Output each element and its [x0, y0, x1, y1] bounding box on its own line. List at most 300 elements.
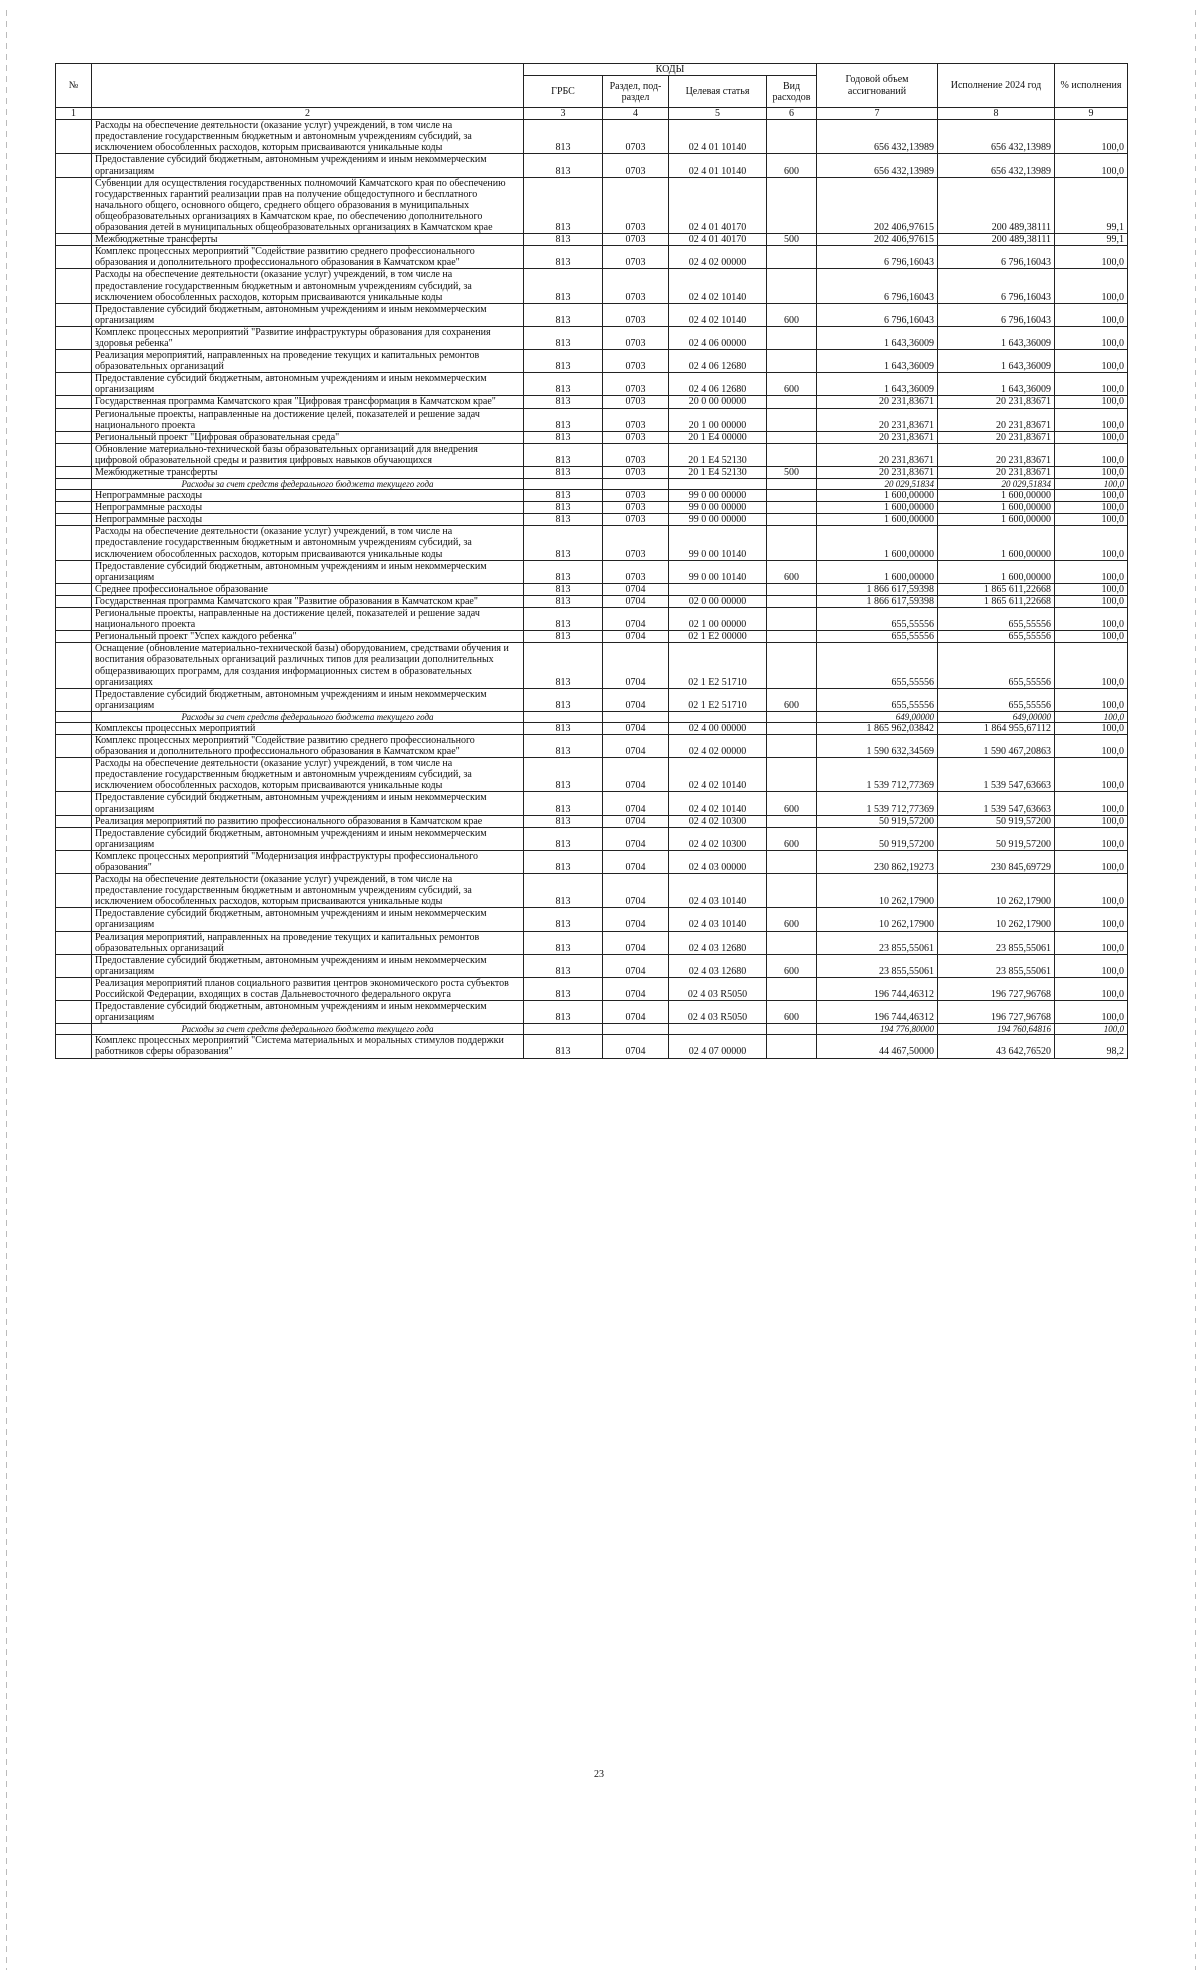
cell-grbs: 813: [524, 931, 603, 954]
cell-section: 0704: [603, 722, 669, 734]
cell-target: 20 1 E4 52130: [669, 467, 767, 479]
table-row: [56, 792, 1128, 815]
cell-section: 0704: [603, 758, 669, 792]
federal-subtotal-row: [56, 479, 1128, 490]
cell-section: 0704: [603, 931, 669, 954]
cell-exec: 1 643,36009: [938, 350, 1055, 373]
cell-num: [56, 850, 92, 873]
cell-grbs: 813: [524, 154, 603, 177]
cell-target: 02 4 03 R5050: [669, 1001, 767, 1024]
header-annual: Годовой объем ассигнований: [817, 64, 938, 108]
cell-pct: 100,0: [1055, 595, 1128, 607]
cell-pct: 100,0: [1055, 1024, 1128, 1035]
cell-section: 0704: [603, 908, 669, 931]
cell-grbs: 813: [524, 583, 603, 595]
cell-name: Предоставление субсидий бюджетным, автономным учреждениям и иным некоммерческим организациям: [92, 303, 524, 326]
cell-exec: 194 760,64816: [938, 1024, 1055, 1035]
cell-grbs: [524, 711, 603, 722]
cell-section: 0704: [603, 583, 669, 595]
cell-kind: [767, 326, 817, 349]
cell-num: [56, 177, 92, 233]
cell-pct: 100,0: [1055, 977, 1128, 1000]
cell-target: [669, 1024, 767, 1035]
cell-num: [56, 350, 92, 373]
cell-target: 99 0 00 10140: [669, 560, 767, 583]
cell-exec: 20 231,83671: [938, 467, 1055, 479]
cell-target: 20 1 00 00000: [669, 408, 767, 431]
cell-grbs: [524, 479, 603, 490]
cell-num: [56, 431, 92, 443]
cell-grbs: 813: [524, 514, 603, 526]
cell-pct: 100,0: [1055, 479, 1128, 490]
cell-annual: 10 262,17900: [817, 908, 938, 931]
cell-annual: 655,55556: [817, 608, 938, 631]
cell-pct: 100,0: [1055, 874, 1128, 908]
cell-section: [603, 711, 669, 722]
cell-grbs: 813: [524, 688, 603, 711]
cell-num: [56, 874, 92, 908]
cell-num: [56, 722, 92, 734]
cell-name: Реализация мероприятий по развитию профессионального образования в Камчатском крае: [92, 815, 524, 827]
cell-annual: 20 231,83671: [817, 467, 938, 479]
cell-exec: 50 919,57200: [938, 827, 1055, 850]
cell-kind: 600: [767, 560, 817, 583]
cell-exec: 1 865 611,22668: [938, 595, 1055, 607]
table-row: [56, 583, 1128, 595]
cell-annual: 1 866 617,59398: [817, 583, 938, 595]
cell-kind: [767, 1024, 817, 1035]
cell-name: Комплекс процессных мероприятий "Развитие инфраструктуры образования для сохранения здоровья ребенка": [92, 326, 524, 349]
cell-target: 20 1 E4 00000: [669, 431, 767, 443]
cell-exec: 50 919,57200: [938, 815, 1055, 827]
cell-name: Предоставление субсидий бюджетным, автономным учреждениям и иным некоммерческим организациям: [92, 792, 524, 815]
cell-target: 02 4 03 00000: [669, 850, 767, 873]
cell-grbs: 813: [524, 177, 603, 233]
cell-name: Расходы на обеспечение деятельности (оказание услуг) учреждений, в том числе на предоставление государственным бюджетным и автономным учреждениям субсидий, за исключением обособленных расходов, которым присваиваются уникальные коды: [92, 269, 524, 303]
cell-annual: 655,55556: [817, 643, 938, 688]
cell-pct: 100,0: [1055, 758, 1128, 792]
cell-exec: 655,55556: [938, 608, 1055, 631]
cell-target: 02 4 02 10140: [669, 758, 767, 792]
cell-name: Комплекс процессных мероприятий "Модернизация инфраструктуры профессионального образования": [92, 850, 524, 873]
cell-exec: 20 029,51834: [938, 479, 1055, 490]
cell-exec: 1 864 955,67112: [938, 722, 1055, 734]
cell-exec: 1 539 547,63663: [938, 758, 1055, 792]
cell-pct: 100,0: [1055, 526, 1128, 560]
cell-exec: 655,55556: [938, 631, 1055, 643]
cell-exec: 20 231,83671: [938, 408, 1055, 431]
cell-name: Предоставление субсидий бюджетным, автономным учреждениям и иным некоммерческим организациям: [92, 560, 524, 583]
cell-num: [56, 120, 92, 154]
cell-section: 0703: [603, 246, 669, 269]
colnum: 5: [669, 108, 767, 120]
cell-pct: 100,0: [1055, 269, 1128, 303]
cell-pct: 100,0: [1055, 467, 1128, 479]
cell-section: 0704: [603, 734, 669, 757]
cell-grbs: 813: [524, 977, 603, 1000]
cell-annual: 202 406,97615: [817, 234, 938, 246]
cell-kind: 600: [767, 827, 817, 850]
header-name-blank: [92, 64, 524, 108]
cell-num: [56, 514, 92, 526]
cell-pct: 100,0: [1055, 815, 1128, 827]
cell-pct: 100,0: [1055, 326, 1128, 349]
cell-pct: 100,0: [1055, 443, 1128, 466]
cell-name: Межбюджетные трансферты: [92, 234, 524, 246]
table-row: [56, 269, 1128, 303]
cell-grbs: 813: [524, 792, 603, 815]
cell-num: [56, 815, 92, 827]
cell-kind: [767, 608, 817, 631]
federal-subtotal-row: [56, 1024, 1128, 1035]
cell-grbs: 813: [524, 815, 603, 827]
cell-grbs: 813: [524, 850, 603, 873]
cell-num: [56, 1001, 92, 1024]
cell-target: [669, 711, 767, 722]
cell-annual: 656 432,13989: [817, 154, 938, 177]
table-row: [56, 874, 1128, 908]
cell-num: [56, 583, 92, 595]
cell-grbs: 813: [524, 560, 603, 583]
cell-target: 02 4 00 00000: [669, 722, 767, 734]
table-row: [56, 815, 1128, 827]
cell-num: [56, 908, 92, 931]
cell-annual: 44 467,50000: [817, 1035, 938, 1058]
cell-section: 0703: [603, 373, 669, 396]
header-grbs: ГРБС: [524, 76, 603, 108]
cell-grbs: 813: [524, 595, 603, 607]
cell-annual: 1 600,00000: [817, 526, 938, 560]
cell-target: 02 4 03 12680: [669, 954, 767, 977]
cell-grbs: 813: [524, 396, 603, 408]
cell-kind: 500: [767, 234, 817, 246]
cell-annual: 6 796,16043: [817, 269, 938, 303]
cell-name: Региональные проекты, направленные на достижение целей, показателей и решение задач национального проекта: [92, 408, 524, 431]
cell-name: Оснащение (обновление материально-технической базы) оборудованием, средствами обучения и воспитания образовательных организаций различных типов для реализации дополнительных общеразвивающих программ, для создания информационных систем в образовательных организациях: [92, 643, 524, 688]
cell-section: 0703: [603, 326, 669, 349]
cell-exec: 23 855,55061: [938, 954, 1055, 977]
cell-name: Непрограммные расходы: [92, 490, 524, 502]
cell-target: 02 4 03 10140: [669, 908, 767, 931]
cell-kind: [767, 850, 817, 873]
cell-exec: 6 796,16043: [938, 269, 1055, 303]
cell-exec: 656 432,13989: [938, 154, 1055, 177]
cell-pct: 100,0: [1055, 827, 1128, 850]
cell-kind: [767, 269, 817, 303]
table-row: [56, 850, 1128, 873]
cell-grbs: 813: [524, 408, 603, 431]
cell-section: [603, 479, 669, 490]
scan-edge-left: [6, 10, 7, 1970]
cell-exec: 1 600,00000: [938, 514, 1055, 526]
cell-target: 02 1 E2 51710: [669, 688, 767, 711]
cell-kind: [767, 246, 817, 269]
cell-kind: 600: [767, 1001, 817, 1024]
cell-kind: [767, 1035, 817, 1058]
cell-section: 0703: [603, 177, 669, 233]
cell-grbs: 813: [524, 631, 603, 643]
cell-name: Среднее профессиональное образование: [92, 583, 524, 595]
cell-kind: [767, 977, 817, 1000]
cell-section: 0703: [603, 526, 669, 560]
cell-target: 99 0 00 00000: [669, 502, 767, 514]
cell-exec: 23 855,55061: [938, 931, 1055, 954]
cell-name: Обновление материально-технической базы образовательных организаций для внедрения цифровой образовательной среды и развития цифровых навыков обучающихся: [92, 443, 524, 466]
cell-exec: 6 796,16043: [938, 246, 1055, 269]
cell-kind: [767, 396, 817, 408]
cell-kind: 600: [767, 954, 817, 977]
table-row: [56, 490, 1128, 502]
cell-target: 02 4 03 10140: [669, 874, 767, 908]
cell-pct: 100,0: [1055, 431, 1128, 443]
table-row: [56, 977, 1128, 1000]
cell-exec: 10 262,17900: [938, 874, 1055, 908]
cell-target: 02 4 02 00000: [669, 734, 767, 757]
cell-kind: [767, 350, 817, 373]
cell-exec: 1 643,36009: [938, 373, 1055, 396]
cell-pct: 99,1: [1055, 177, 1128, 233]
cell-name: Предоставление субсидий бюджетным, автономным учреждениям и иным некоммерческим организациям: [92, 373, 524, 396]
cell-exec: 1 600,00000: [938, 560, 1055, 583]
cell-num: [56, 688, 92, 711]
cell-kind: [767, 758, 817, 792]
cell-pct: 100,0: [1055, 631, 1128, 643]
colnum: 6: [767, 108, 817, 120]
cell-target: 99 0 00 00000: [669, 514, 767, 526]
cell-section: 0703: [603, 303, 669, 326]
cell-grbs: 813: [524, 734, 603, 757]
column-number-row: [56, 108, 1128, 120]
table-row: [56, 560, 1128, 583]
cell-kind: 600: [767, 908, 817, 931]
cell-name: Комплекс процессных мероприятий "Содействие развитию среднего профессионального образования и дополнительного профессионального образования в Камчатском крае": [92, 734, 524, 757]
cell-section: 0704: [603, 792, 669, 815]
cell-annual: 20 231,83671: [817, 396, 938, 408]
cell-num: [56, 734, 92, 757]
cell-exec: 655,55556: [938, 643, 1055, 688]
cell-num: [56, 269, 92, 303]
cell-name: Реализация мероприятий планов социального развития центров экономического роста субъектов Российской Федерации, входящих в состав Дальневосточного федерального округа: [92, 977, 524, 1000]
cell-annual: 196 744,46312: [817, 977, 938, 1000]
cell-target: 20 1 E4 52130: [669, 443, 767, 466]
cell-target: 02 4 06 12680: [669, 350, 767, 373]
cell-pct: 100,0: [1055, 688, 1128, 711]
cell-grbs: 813: [524, 350, 603, 373]
cell-target: 02 4 01 40170: [669, 177, 767, 233]
cell-grbs: 813: [524, 1001, 603, 1024]
cell-pct: 100,0: [1055, 608, 1128, 631]
cell-exec: 230 845,69729: [938, 850, 1055, 873]
cell-name: Межбюджетные трансферты: [92, 467, 524, 479]
table-row: [56, 1035, 1128, 1058]
cell-grbs: 813: [524, 502, 603, 514]
cell-name: Предоставление субсидий бюджетным, автономным учреждениям и иным некоммерческим организациям: [92, 827, 524, 850]
cell-grbs: 813: [524, 303, 603, 326]
cell-annual: 50 919,57200: [817, 827, 938, 850]
cell-pct: 100,0: [1055, 908, 1128, 931]
cell-kind: [767, 177, 817, 233]
cell-annual: 196 744,46312: [817, 1001, 938, 1024]
cell-section: 0703: [603, 560, 669, 583]
table-row: [56, 408, 1128, 431]
table-row: [56, 431, 1128, 443]
cell-pct: 100,0: [1055, 408, 1128, 431]
table-row: [56, 688, 1128, 711]
header-num: №: [56, 64, 92, 108]
cell-annual: 1 590 632,34569: [817, 734, 938, 757]
cell-target: 02 0 00 00000: [669, 595, 767, 607]
cell-target: [669, 479, 767, 490]
cell-name: Расходы за счет средств федерального бюджета текущего года: [92, 711, 524, 722]
cell-section: 0703: [603, 350, 669, 373]
cell-num: [56, 711, 92, 722]
header-kind: Вид расходов: [767, 76, 817, 108]
cell-kind: [767, 490, 817, 502]
cell-section: 0704: [603, 631, 669, 643]
cell-num: [56, 1024, 92, 1035]
cell-grbs: 813: [524, 490, 603, 502]
cell-pct: 100,0: [1055, 850, 1128, 873]
cell-grbs: 813: [524, 373, 603, 396]
cell-num: [56, 977, 92, 1000]
cell-grbs: 813: [524, 431, 603, 443]
cell-pct: 100,0: [1055, 711, 1128, 722]
cell-section: 0703: [603, 443, 669, 466]
cell-target: 02 4 03 R5050: [669, 977, 767, 1000]
table-row: [56, 931, 1128, 954]
cell-kind: [767, 408, 817, 431]
cell-annual: 1 643,36009: [817, 350, 938, 373]
cell-pct: 100,0: [1055, 490, 1128, 502]
cell-name: Расходы на обеспечение деятельности (оказание услуг) учреждений, в том числе на предоставление государственным бюджетным и автономным учреждениям субсидий, за исключением обособленных расходов, которым присваиваются уникальные коды: [92, 526, 524, 560]
cell-name: Государственная программа Камчатского края "Развитие образования в Камчатском крае": [92, 595, 524, 607]
cell-num: [56, 1035, 92, 1058]
cell-num: [56, 479, 92, 490]
cell-kind: 600: [767, 154, 817, 177]
cell-exec: 1 590 467,20863: [938, 734, 1055, 757]
cell-kind: 600: [767, 688, 817, 711]
cell-target: [669, 583, 767, 595]
cell-num: [56, 526, 92, 560]
cell-exec: 1 600,00000: [938, 502, 1055, 514]
table-row: [56, 514, 1128, 526]
cell-annual: 202 406,97615: [817, 177, 938, 233]
cell-grbs: 813: [524, 874, 603, 908]
cell-annual: 1 539 712,77369: [817, 792, 938, 815]
cell-kind: 600: [767, 373, 817, 396]
cell-num: [56, 326, 92, 349]
cell-section: 0704: [603, 608, 669, 631]
cell-name: Расходы за счет средств федерального бюджета текущего года: [92, 1024, 524, 1035]
cell-annual: 1 600,00000: [817, 502, 938, 514]
cell-pct: 100,0: [1055, 643, 1128, 688]
table-row: [56, 177, 1128, 233]
cell-num: [56, 154, 92, 177]
cell-pct: 100,0: [1055, 792, 1128, 815]
cell-pct: 100,0: [1055, 954, 1128, 977]
cell-pct: 100,0: [1055, 246, 1128, 269]
cell-target: 02 4 06 12680: [669, 373, 767, 396]
cell-grbs: 813: [524, 1035, 603, 1058]
table-row: [56, 734, 1128, 757]
cell-kind: [767, 526, 817, 560]
cell-pct: 100,0: [1055, 734, 1128, 757]
header-section: Раздел, под-раздел: [603, 76, 669, 108]
cell-num: [56, 303, 92, 326]
cell-target: 02 4 06 00000: [669, 326, 767, 349]
cell-name: Региональные проекты, направленные на достижение целей, показателей и решение задач национального проекта: [92, 608, 524, 631]
cell-exec: 196 727,96768: [938, 1001, 1055, 1024]
cell-annual: 230 862,19273: [817, 850, 938, 873]
cell-pct: 100,0: [1055, 396, 1128, 408]
cell-kind: 500: [767, 467, 817, 479]
cell-name: Комплекс процессных мероприятий "Содействие развитию среднего профессионального образования и дополнительного профессионального образования в Камчатском крае": [92, 246, 524, 269]
cell-exec: 20 231,83671: [938, 396, 1055, 408]
table-row: [56, 758, 1128, 792]
cell-grbs: 813: [524, 467, 603, 479]
cell-pct: 100,0: [1055, 514, 1128, 526]
cell-section: 0703: [603, 408, 669, 431]
cell-target: 02 4 01 10140: [669, 154, 767, 177]
cell-pct: 100,0: [1055, 120, 1128, 154]
colnum: 4: [603, 108, 669, 120]
cell-grbs: 813: [524, 246, 603, 269]
cell-grbs: 813: [524, 326, 603, 349]
colnum: 2: [92, 108, 524, 120]
cell-annual: 23 855,55061: [817, 954, 938, 977]
cell-target: 02 4 02 10300: [669, 815, 767, 827]
cell-target: 02 4 02 10140: [669, 792, 767, 815]
cell-annual: 1 643,36009: [817, 326, 938, 349]
cell-exec: 1 865 611,22668: [938, 583, 1055, 595]
cell-section: 0704: [603, 1035, 669, 1058]
cell-name: Региональный проект "Успех каждого ребенка": [92, 631, 524, 643]
cell-pct: 100,0: [1055, 722, 1128, 734]
cell-target: 02 4 07 00000: [669, 1035, 767, 1058]
cell-target: 02 4 02 10140: [669, 269, 767, 303]
cell-annual: 1 600,00000: [817, 490, 938, 502]
cell-exec: 649,00000: [938, 711, 1055, 722]
colnum: 3: [524, 108, 603, 120]
colnum: 7: [817, 108, 938, 120]
cell-target: 99 0 00 10140: [669, 526, 767, 560]
cell-exec: 1 539 547,63663: [938, 792, 1055, 815]
cell-name: Комплекс процессных мероприятий "Система материальных и моральных стимулов поддержки работников сферы образования": [92, 1035, 524, 1058]
cell-num: [56, 467, 92, 479]
table-row: [56, 246, 1128, 269]
cell-section: 0704: [603, 977, 669, 1000]
cell-annual: 20 231,83671: [817, 408, 938, 431]
cell-name: Государственная программа Камчатского края "Цифровая трансформация в Камчатском крае": [92, 396, 524, 408]
table-row: [56, 502, 1128, 514]
cell-num: [56, 396, 92, 408]
table-row: [56, 631, 1128, 643]
federal-subtotal-row: [56, 711, 1128, 722]
cell-num: [56, 954, 92, 977]
cell-kind: 600: [767, 303, 817, 326]
cell-num: [56, 443, 92, 466]
cell-num: [56, 408, 92, 431]
cell-section: 0704: [603, 954, 669, 977]
cell-annual: 649,00000: [817, 711, 938, 722]
cell-name: Предоставление субсидий бюджетным, автономным учреждениям и иным некоммерческим организациям: [92, 154, 524, 177]
cell-pct: 100,0: [1055, 931, 1128, 954]
cell-exec: 1 600,00000: [938, 526, 1055, 560]
cell-kind: [767, 583, 817, 595]
cell-pct: 100,0: [1055, 502, 1128, 514]
cell-target: 02 4 02 10300: [669, 827, 767, 850]
cell-target: 02 1 00 00000: [669, 608, 767, 631]
